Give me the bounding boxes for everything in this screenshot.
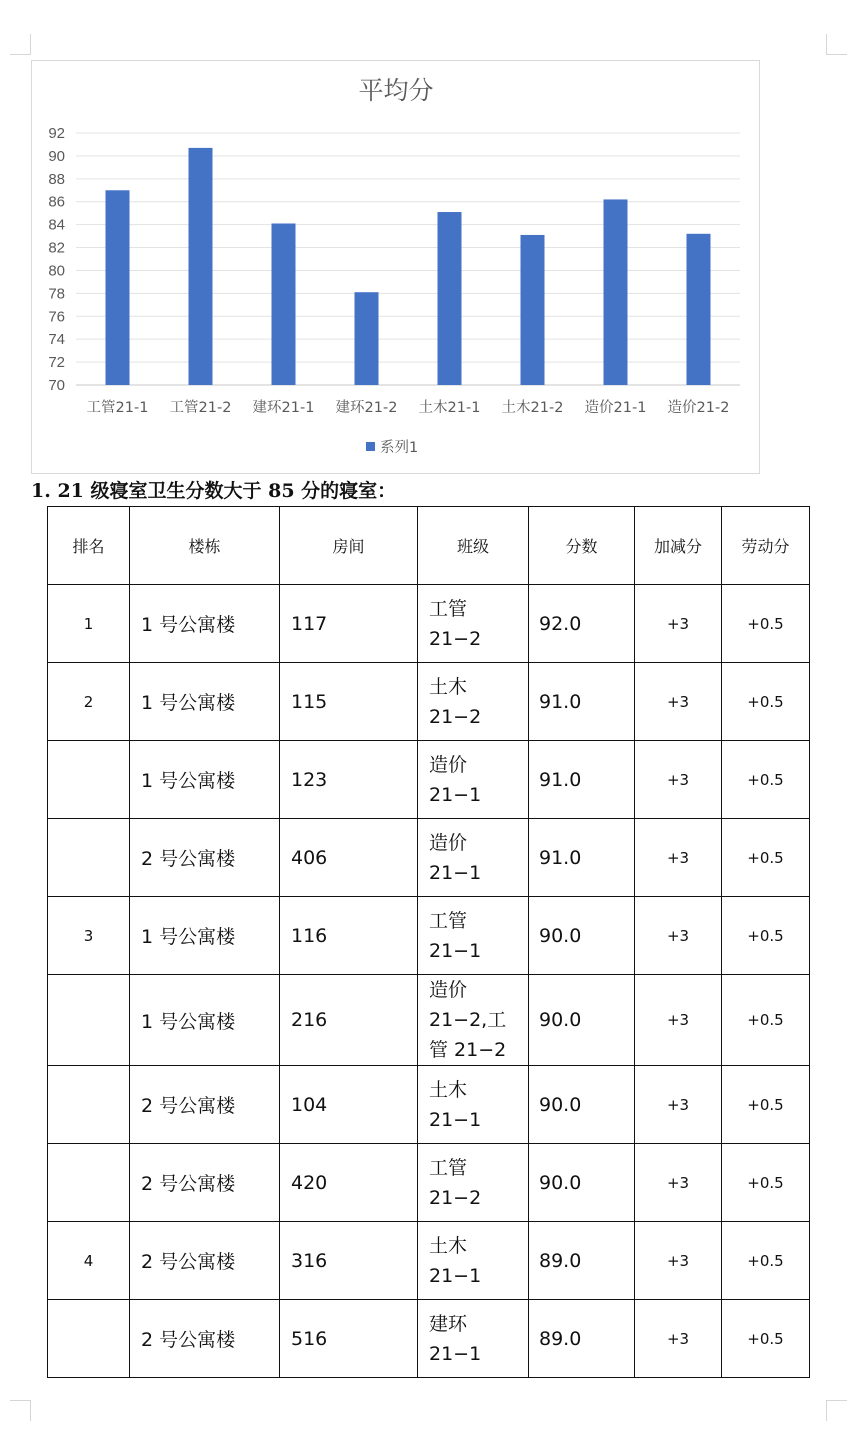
dorm-score-table bbox=[47, 506, 810, 1378]
cell-score: 89.0 bbox=[529, 1300, 635, 1378]
x-tick-label: 土木21-1 bbox=[418, 400, 481, 416]
cell-score: 91.0 bbox=[529, 663, 635, 741]
cell-class: 土木 21−1 bbox=[418, 1222, 529, 1300]
header-building: 楼栋 bbox=[130, 507, 280, 585]
cell-rank bbox=[48, 1144, 130, 1222]
y-tick-label: 78 bbox=[48, 285, 65, 303]
cell-adjust: +3 bbox=[635, 1222, 722, 1300]
y-tick-label: 86 bbox=[48, 193, 65, 211]
cell-building: 1 号公寓楼 bbox=[130, 585, 280, 663]
cell-class: 造价 21−1 bbox=[418, 819, 529, 897]
cell-building: 1 号公寓楼 bbox=[130, 741, 280, 819]
cell-class: 工管 21−2 bbox=[418, 585, 529, 663]
table-row bbox=[48, 975, 810, 1066]
table-row bbox=[48, 663, 810, 741]
header-labor: 劳动分 bbox=[722, 507, 810, 585]
cell-room: 115 bbox=[280, 663, 418, 741]
cell-labor: +0.5 bbox=[722, 1066, 810, 1144]
y-tick-label: 82 bbox=[48, 239, 65, 257]
cell-rank: 3 bbox=[48, 897, 130, 975]
cell-building: 2 号公寓楼 bbox=[130, 1300, 280, 1378]
cell-labor: +0.5 bbox=[722, 1144, 810, 1222]
y-tick-label: 88 bbox=[48, 170, 65, 188]
cell-labor: +0.5 bbox=[722, 897, 810, 975]
cell-score: 90.0 bbox=[529, 897, 635, 975]
cell-room: 117 bbox=[280, 585, 418, 663]
cell-building: 1 号公寓楼 bbox=[130, 975, 280, 1066]
cell-labor: +0.5 bbox=[722, 819, 810, 897]
y-tick-label: 76 bbox=[48, 308, 65, 326]
cell-labor: +0.5 bbox=[722, 1222, 810, 1300]
cell-room: 116 bbox=[280, 897, 418, 975]
cell-class: 土木 21−1 bbox=[418, 1066, 529, 1144]
cell-rank bbox=[48, 1066, 130, 1144]
page-corner-mark bbox=[826, 34, 847, 55]
cell-class: 土木 21−2 bbox=[418, 663, 529, 741]
chart-title: 平均分 bbox=[358, 76, 434, 105]
header-adjust: 加减分 bbox=[635, 507, 722, 585]
header-score: 分数 bbox=[529, 507, 635, 585]
y-tick-label: 70 bbox=[48, 377, 65, 394]
bar bbox=[438, 212, 462, 385]
cell-adjust: +3 bbox=[635, 975, 722, 1066]
x-tick-label: 工管21-1 bbox=[86, 400, 149, 416]
cell-class: 造价 21−1 bbox=[418, 741, 529, 819]
cell-room: 420 bbox=[280, 1144, 418, 1222]
page-corner-mark bbox=[10, 34, 31, 55]
y-tick-label: 84 bbox=[48, 216, 65, 234]
y-tick-label: 90 bbox=[48, 147, 65, 165]
chart-bars bbox=[106, 148, 711, 385]
table-row bbox=[48, 1066, 810, 1144]
bar bbox=[106, 190, 130, 385]
x-tick-label: 造价21-2 bbox=[667, 400, 730, 416]
cell-rank: 1 bbox=[48, 585, 130, 663]
legend-swatch bbox=[366, 442, 375, 451]
cell-score: 89.0 bbox=[529, 1222, 635, 1300]
cell-labor: +0.5 bbox=[722, 585, 810, 663]
header-class: 班级 bbox=[418, 507, 529, 585]
cell-rank bbox=[48, 819, 130, 897]
x-tick-label: 建环21-1 bbox=[252, 400, 315, 416]
x-tick-label: 工管21-2 bbox=[169, 400, 232, 416]
cell-rank bbox=[48, 975, 130, 1066]
cell-room: 123 bbox=[280, 741, 418, 819]
chart-gridlines bbox=[76, 133, 740, 385]
chart-legend bbox=[366, 439, 418, 456]
table-row bbox=[48, 897, 810, 975]
cell-building: 2 号公寓楼 bbox=[130, 1144, 280, 1222]
cell-class: 工管 21−2 bbox=[418, 1144, 529, 1222]
cell-score: 91.0 bbox=[529, 819, 635, 897]
cell-adjust: +3 bbox=[635, 663, 722, 741]
bar bbox=[604, 199, 628, 385]
header-room: 房间 bbox=[280, 507, 418, 585]
table-header-row bbox=[48, 507, 810, 585]
cell-labor: +0.5 bbox=[722, 663, 810, 741]
cell-room: 104 bbox=[280, 1066, 418, 1144]
cell-rank: 2 bbox=[48, 663, 130, 741]
cell-room: 316 bbox=[280, 1222, 418, 1300]
y-tick-label: 74 bbox=[48, 331, 65, 349]
cell-labor: +0.5 bbox=[722, 741, 810, 819]
cell-adjust: +3 bbox=[635, 585, 722, 663]
y-tick-label: 72 bbox=[48, 354, 65, 372]
cell-rank: 4 bbox=[48, 1222, 130, 1300]
page-corner-mark bbox=[10, 1400, 31, 1421]
cell-score: 90.0 bbox=[529, 975, 635, 1066]
cell-score: 92.0 bbox=[529, 585, 635, 663]
cell-building: 1 号公寓楼 bbox=[130, 663, 280, 741]
y-axis-ticks bbox=[48, 125, 65, 394]
bar bbox=[355, 292, 379, 385]
cell-adjust: +3 bbox=[635, 741, 722, 819]
bar bbox=[687, 234, 711, 385]
cell-rank bbox=[48, 1300, 130, 1378]
cell-score: 91.0 bbox=[529, 741, 635, 819]
bar bbox=[272, 223, 296, 385]
y-tick-label: 92 bbox=[48, 125, 65, 142]
cell-adjust: +3 bbox=[635, 897, 722, 975]
table-row bbox=[48, 819, 810, 897]
cell-adjust: +3 bbox=[635, 1300, 722, 1378]
section-heading: 1. 21 级寝室卫生分数大于 85 分的寝室： bbox=[31, 480, 397, 502]
cell-rank bbox=[48, 741, 130, 819]
cell-score: 90.0 bbox=[529, 1066, 635, 1144]
x-axis-ticks bbox=[87, 399, 730, 416]
cell-class: 造价 21−2,工管 21−2 bbox=[418, 975, 529, 1066]
legend-label: 系列1 bbox=[380, 440, 419, 456]
table-row bbox=[48, 1144, 810, 1222]
bar bbox=[521, 235, 545, 385]
cell-labor: +0.5 bbox=[722, 1300, 810, 1378]
cell-labor: +0.5 bbox=[722, 975, 810, 1066]
page-corner-mark bbox=[826, 1400, 847, 1421]
table-row bbox=[48, 585, 810, 663]
cell-room: 406 bbox=[280, 819, 418, 897]
cell-adjust: +3 bbox=[635, 1144, 722, 1222]
cell-score: 90.0 bbox=[529, 1144, 635, 1222]
cell-building: 2 号公寓楼 bbox=[130, 1222, 280, 1300]
cell-room: 216 bbox=[280, 975, 418, 1066]
cell-building: 1 号公寓楼 bbox=[130, 897, 280, 975]
cell-adjust: +3 bbox=[635, 1066, 722, 1144]
x-tick-label: 土木21-2 bbox=[501, 400, 564, 416]
cell-room: 516 bbox=[280, 1300, 418, 1378]
table-row bbox=[48, 1300, 810, 1378]
cell-building: 2 号公寓楼 bbox=[130, 819, 280, 897]
table-row bbox=[48, 741, 810, 819]
chart-canvas bbox=[32, 61, 759, 473]
cell-adjust: +3 bbox=[635, 819, 722, 897]
bar bbox=[189, 148, 213, 385]
cell-building: 2 号公寓楼 bbox=[130, 1066, 280, 1144]
y-tick-label: 80 bbox=[48, 262, 65, 280]
average-score-chart bbox=[31, 60, 760, 474]
header-rank: 排名 bbox=[48, 507, 130, 585]
cell-class: 工管 21−1 bbox=[418, 897, 529, 975]
x-tick-label: 建环21-2 bbox=[335, 400, 398, 416]
x-tick-label: 造价21-1 bbox=[584, 400, 647, 416]
table-row bbox=[48, 1222, 810, 1300]
cell-class: 建环 21−1 bbox=[418, 1300, 529, 1378]
